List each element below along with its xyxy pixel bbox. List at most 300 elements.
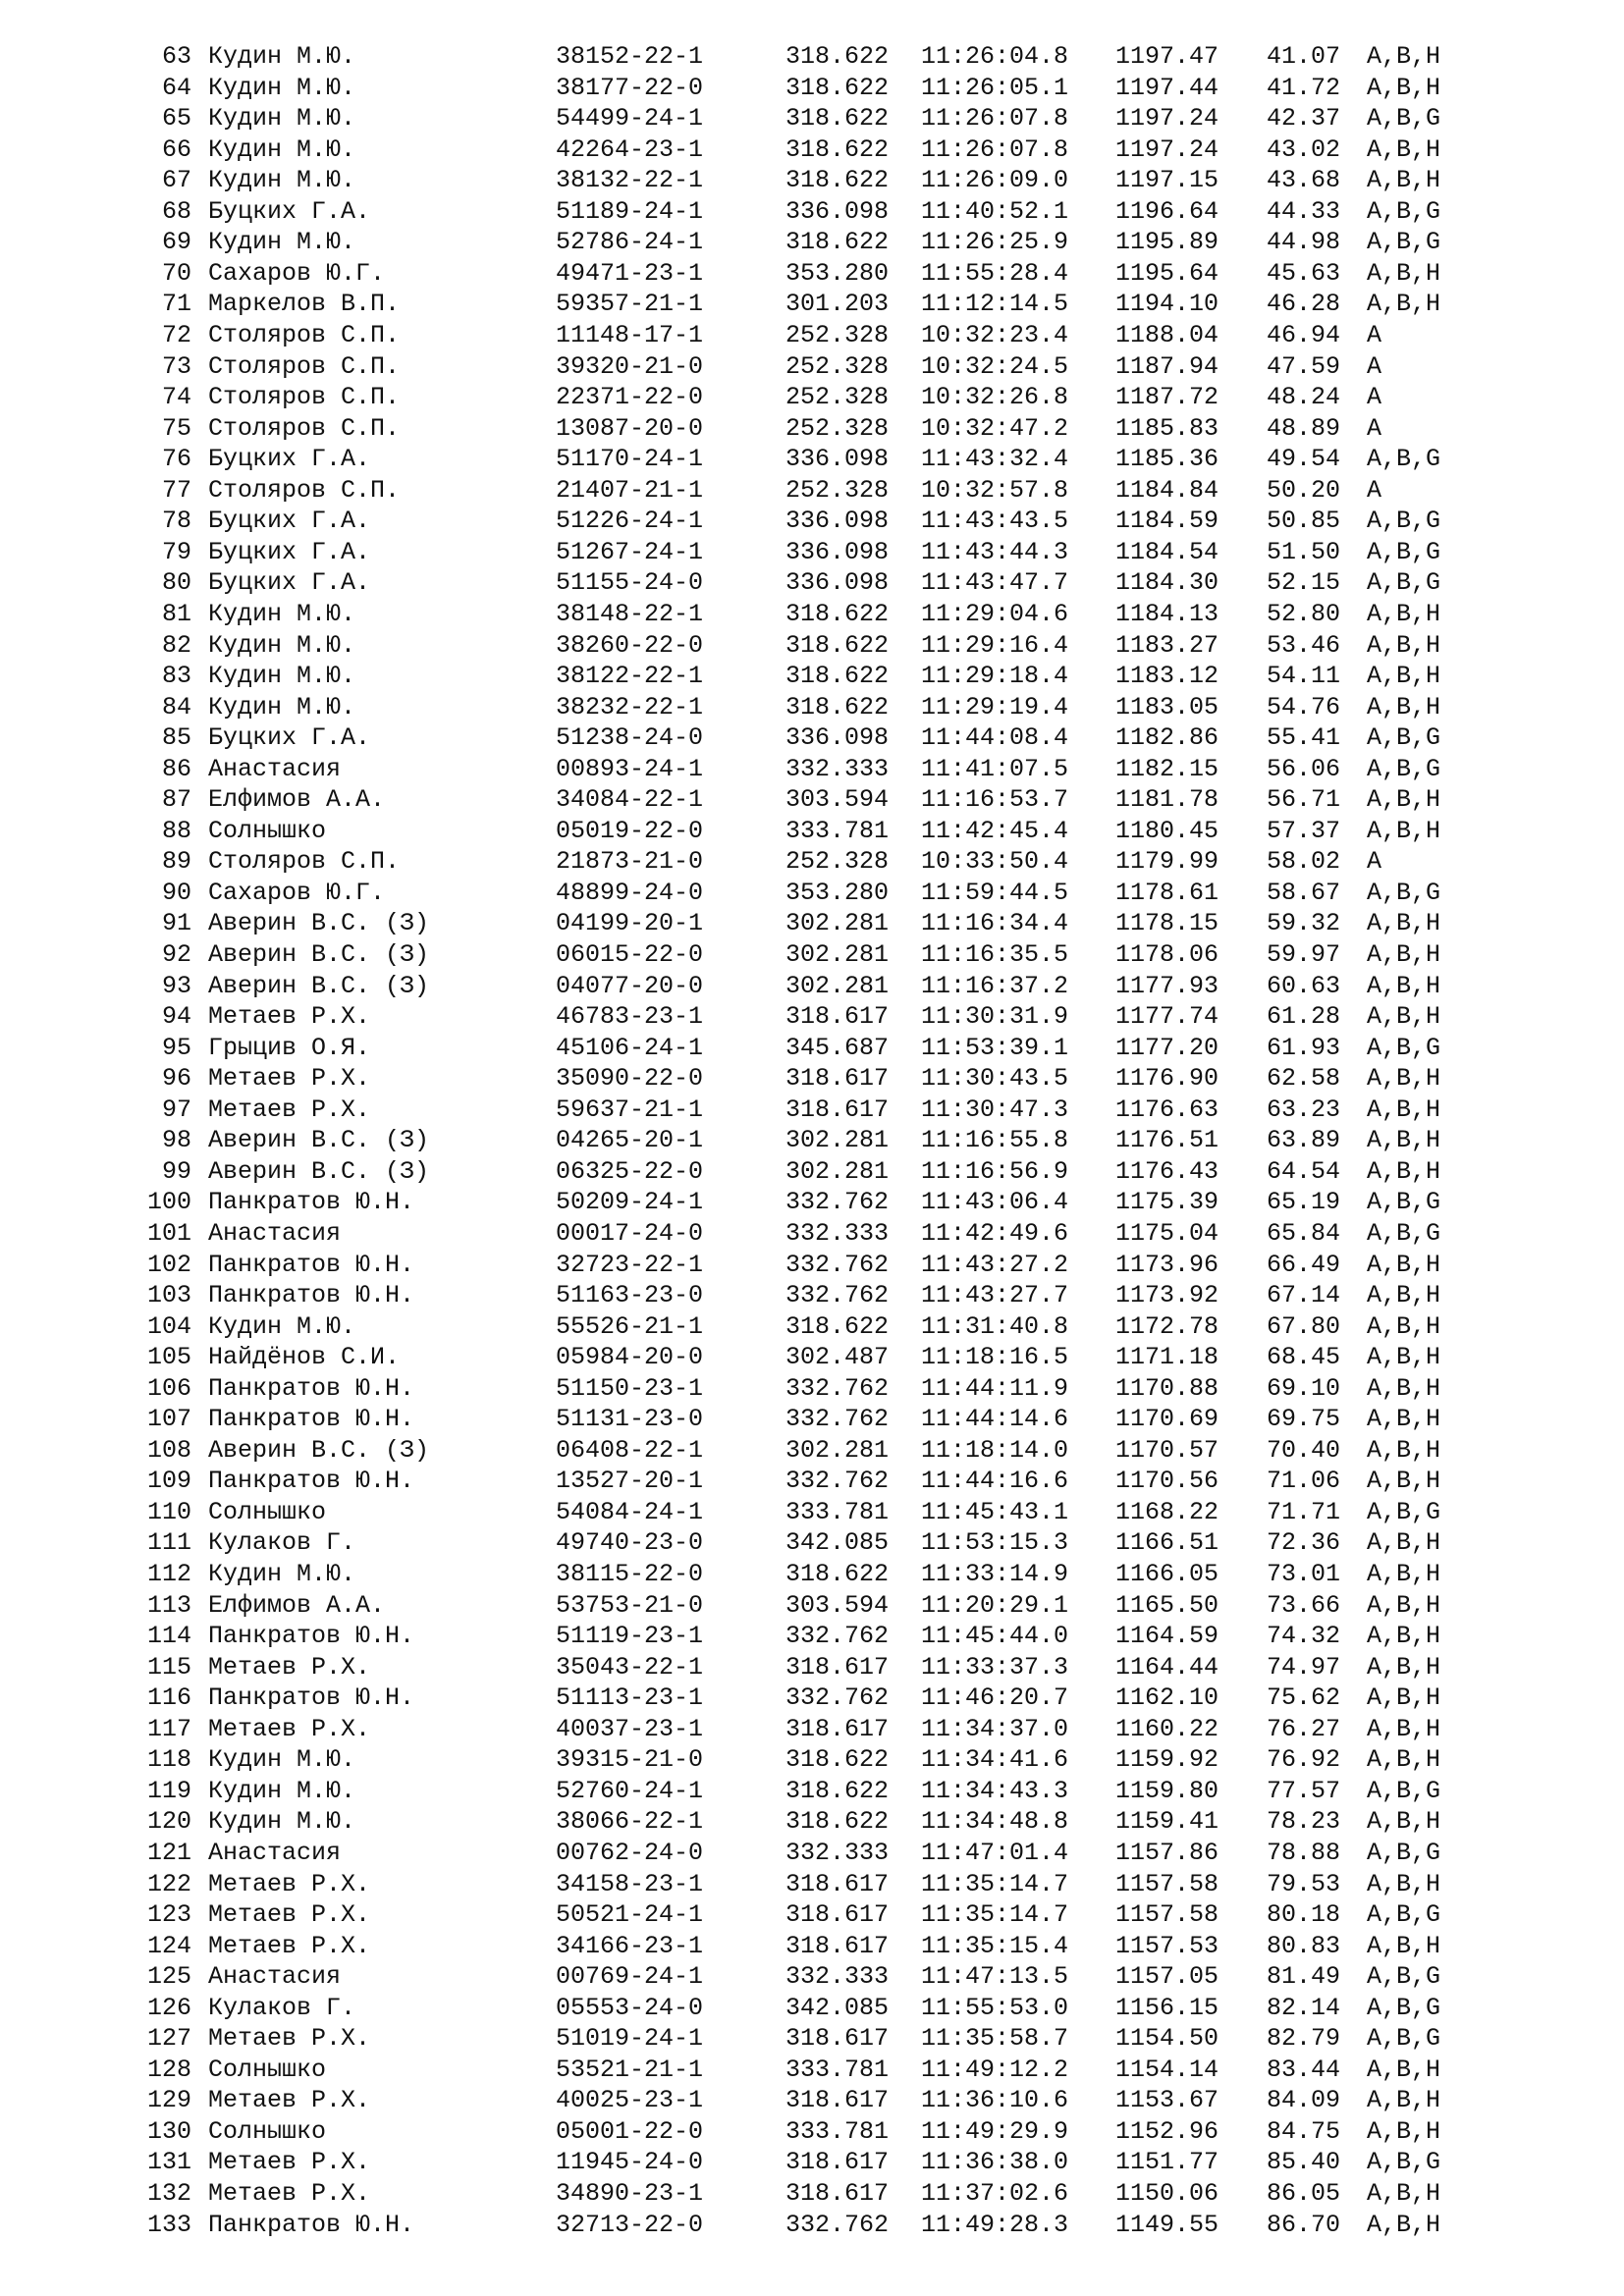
fancier-name: Метаев Р.Х. <box>208 1002 371 1032</box>
classes: A,B,G <box>1367 1188 1441 1217</box>
points: 58.67 <box>1267 878 1341 907</box>
speed: 1165.50 <box>1115 1590 1219 1620</box>
points: 76.92 <box>1267 1745 1341 1775</box>
speed: 1159.92 <box>1115 1745 1219 1775</box>
ring-number: 34890-23-1 <box>556 2179 704 2208</box>
classes: A,B,H <box>1367 290 1441 319</box>
ring-number: 38152-22-1 <box>556 42 704 71</box>
points: 64.54 <box>1267 1156 1341 1186</box>
ring-number: 34084-22-1 <box>556 785 704 815</box>
fancier-name: Метаев Р.Х. <box>208 1869 371 1898</box>
points: 84.75 <box>1267 2116 1341 2146</box>
points: 76.27 <box>1267 1714 1341 1743</box>
row-number: 98 <box>161 1126 191 1155</box>
speed: 1185.36 <box>1115 445 1219 474</box>
fancier-name: Панкратов Ю.Н. <box>208 1467 415 1496</box>
classes: A,B,H <box>1367 2116 1441 2146</box>
speed: 1176.43 <box>1115 1156 1219 1186</box>
ring-number: 38232-22-1 <box>556 692 704 721</box>
arrival-time: 11:30:31.9 <box>921 1002 1069 1032</box>
points: 65.19 <box>1267 1188 1341 1217</box>
points: 73.66 <box>1267 1590 1341 1620</box>
arrival-time: 11:59:44.5 <box>921 878 1069 907</box>
classes: A,B,H <box>1367 1281 1441 1309</box>
ring-number: 13087-20-0 <box>556 413 704 443</box>
arrival-time: 11:43:43.5 <box>921 507 1069 536</box>
speed: 1184.54 <box>1115 537 1219 566</box>
row-number: 133 <box>146 2210 191 2239</box>
points: 55.41 <box>1267 723 1341 753</box>
distance: 332.762 <box>785 1373 890 1403</box>
ring-number: 51155-24-0 <box>556 568 704 598</box>
points: 77.57 <box>1267 1776 1341 1805</box>
distance: 318.622 <box>785 166 890 195</box>
arrival-time: 11:35:14.7 <box>921 1869 1069 1898</box>
speed: 1195.64 <box>1115 258 1219 288</box>
ring-number: 04077-20-0 <box>556 971 704 1000</box>
ring-number: 38260-22-0 <box>556 630 704 660</box>
row-number: 89 <box>161 847 191 877</box>
fancier-name: Аверин В.С. (З) <box>208 1126 430 1155</box>
distance: 302.281 <box>785 1126 890 1155</box>
fancier-name: Кудин М.Ю. <box>208 1311 356 1341</box>
points: 63.89 <box>1267 1126 1341 1155</box>
ring-number: 50209-24-1 <box>556 1188 704 1217</box>
row-number: 93 <box>161 971 191 1000</box>
distance: 333.781 <box>785 816 890 845</box>
row-number: 79 <box>161 537 191 566</box>
distance: 342.085 <box>785 1528 890 1558</box>
arrival-time: 10:32:23.4 <box>921 320 1069 349</box>
distance: 252.328 <box>785 847 890 877</box>
ring-number: 51131-23-0 <box>556 1405 704 1434</box>
fancier-name: Аверин В.С. (З) <box>208 940 430 969</box>
row-number: 66 <box>161 134 191 164</box>
row-number: 95 <box>161 1033 191 1062</box>
ring-number: 11945-24-0 <box>556 2148 704 2177</box>
row-number: 91 <box>161 909 191 938</box>
distance: 318.617 <box>785 1002 890 1032</box>
distance: 332.762 <box>785 1467 890 1496</box>
points: 84.09 <box>1267 2086 1341 2115</box>
arrival-time: 11:16:56.9 <box>921 1156 1069 1186</box>
ring-number: 39320-21-0 <box>556 351 704 381</box>
fancier-name: Метаев Р.Х. <box>208 2024 371 2054</box>
speed: 1159.41 <box>1115 1807 1219 1837</box>
points: 42.37 <box>1267 104 1341 133</box>
speed: 1157.86 <box>1115 1838 1219 1867</box>
arrival-time: 11:45:43.1 <box>921 1497 1069 1526</box>
ring-number: 04265-20-1 <box>556 1126 704 1155</box>
speed: 1177.93 <box>1115 971 1219 1000</box>
fancier-name: Панкратов Ю.Н. <box>208 1683 415 1713</box>
speed: 1176.90 <box>1115 1064 1219 1094</box>
classes: A,B,H <box>1367 166 1441 195</box>
row-number: 120 <box>146 1807 191 1837</box>
fancier-name: Анастасия <box>208 1838 342 1867</box>
arrival-time: 11:29:19.4 <box>921 692 1069 721</box>
arrival-time: 11:43:47.7 <box>921 568 1069 598</box>
ring-number: 51170-24-1 <box>556 445 704 474</box>
speed: 1149.55 <box>1115 2210 1219 2239</box>
row-number: 77 <box>161 475 191 505</box>
row-number: 83 <box>161 662 191 690</box>
arrival-time: 11:33:14.9 <box>921 1560 1069 1588</box>
row-number: 94 <box>161 1002 191 1032</box>
classes: A <box>1367 383 1382 412</box>
arrival-time: 10:32:26.8 <box>921 383 1069 412</box>
speed: 1166.05 <box>1115 1560 1219 1588</box>
distance: 318.617 <box>785 1931 890 1960</box>
fancier-name: Столяров С.П. <box>208 320 401 349</box>
row-number: 80 <box>161 568 191 598</box>
ring-number: 46783-23-1 <box>556 1002 704 1032</box>
points: 70.40 <box>1267 1435 1341 1465</box>
row-number: 88 <box>161 816 191 845</box>
speed: 1183.05 <box>1115 692 1219 721</box>
points: 82.79 <box>1267 2024 1341 2054</box>
points: 44.98 <box>1267 228 1341 257</box>
arrival-time: 11:26:25.9 <box>921 228 1069 257</box>
arrival-time: 10:32:24.5 <box>921 351 1069 381</box>
distance: 318.622 <box>785 134 890 164</box>
ring-number: 00762-24-0 <box>556 1838 704 1867</box>
row-number: 70 <box>161 258 191 288</box>
classes: A,B,H <box>1367 909 1441 938</box>
speed: 1164.59 <box>1115 1622 1219 1650</box>
distance: 301.203 <box>785 290 890 319</box>
speed: 1170.56 <box>1115 1467 1219 1496</box>
classes: A,B,G <box>1367 1962 1441 1992</box>
ring-number: 38132-22-1 <box>556 166 704 195</box>
row-number: 103 <box>146 1281 191 1309</box>
points: 59.97 <box>1267 940 1341 969</box>
fancier-name: Найдёнов С.И. <box>208 1343 401 1372</box>
arrival-time: 11:18:16.5 <box>921 1343 1069 1372</box>
ring-number: 38066-22-1 <box>556 1807 704 1837</box>
arrival-time: 11:29:16.4 <box>921 630 1069 660</box>
classes: A,B,H <box>1367 1156 1441 1186</box>
distance: 302.281 <box>785 1156 890 1186</box>
speed: 1179.99 <box>1115 847 1219 877</box>
distance: 302.281 <box>785 1435 890 1465</box>
classes: A,B,G <box>1367 2024 1441 2054</box>
points: 50.85 <box>1267 507 1341 536</box>
arrival-time: 11:26:07.8 <box>921 104 1069 133</box>
fancier-name: Аверин В.С. (З) <box>208 1156 430 1186</box>
ring-number: 21407-21-1 <box>556 475 704 505</box>
classes: A,B,H <box>1367 1095 1441 1124</box>
fancier-name: Метаев Р.Х. <box>208 1064 371 1094</box>
distance: 332.762 <box>785 1683 890 1713</box>
arrival-time: 11:34:41.6 <box>921 1745 1069 1775</box>
speed: 1154.14 <box>1115 2055 1219 2084</box>
speed: 1160.22 <box>1115 1714 1219 1743</box>
classes: A,B,H <box>1367 2055 1441 2084</box>
distance: 302.281 <box>785 909 890 938</box>
row-number: 100 <box>146 1188 191 1217</box>
classes: A,B,H <box>1367 1064 1441 1094</box>
speed: 1173.92 <box>1115 1281 1219 1309</box>
fancier-name: Аверин В.С. (З) <box>208 1435 430 1465</box>
speed: 1157.53 <box>1115 1931 1219 1960</box>
speed: 1150.06 <box>1115 2179 1219 2208</box>
fancier-name: Кудин М.Ю. <box>208 1776 356 1805</box>
points: 47.59 <box>1267 351 1341 381</box>
classes: A,B,H <box>1367 1528 1441 1558</box>
distance: 333.781 <box>785 2116 890 2146</box>
arrival-time: 11:20:29.1 <box>921 1590 1069 1620</box>
row-number: 102 <box>146 1250 191 1279</box>
points: 43.02 <box>1267 134 1341 164</box>
fancier-name: Столяров С.П. <box>208 475 401 505</box>
points: 86.05 <box>1267 2179 1341 2208</box>
speed: 1156.15 <box>1115 1993 1219 2022</box>
row-number: 111 <box>146 1528 191 1558</box>
row-number: 117 <box>146 1714 191 1743</box>
distance: 302.281 <box>785 940 890 969</box>
ring-number: 22371-22-0 <box>556 383 704 412</box>
distance: 318.622 <box>785 692 890 721</box>
distance: 252.328 <box>785 351 890 381</box>
classes: A,B,H <box>1367 2086 1441 2115</box>
arrival-time: 11:46:20.7 <box>921 1683 1069 1713</box>
speed: 1178.61 <box>1115 878 1219 907</box>
ring-number: 48899-24-0 <box>556 878 704 907</box>
classes: A,B,H <box>1367 1590 1441 1620</box>
speed: 1184.13 <box>1115 599 1219 628</box>
fancier-name: Метаев Р.Х. <box>208 2179 371 2208</box>
classes: A,B,H <box>1367 2179 1441 2208</box>
row-number: 67 <box>161 166 191 195</box>
classes: A,B,G <box>1367 1218 1441 1248</box>
fancier-name: Столяров С.П. <box>208 383 401 412</box>
distance: 302.487 <box>785 1343 890 1372</box>
arrival-time: 11:55:53.0 <box>921 1993 1069 2022</box>
arrival-time: 11:34:37.0 <box>921 1714 1069 1743</box>
row-number: 107 <box>146 1405 191 1434</box>
row-number: 86 <box>161 754 191 783</box>
ring-number: 53521-21-1 <box>556 2055 704 2084</box>
classes: A <box>1367 847 1382 877</box>
distance: 318.622 <box>785 73 890 102</box>
distance: 318.622 <box>785 1745 890 1775</box>
arrival-time: 11:40:52.1 <box>921 196 1069 226</box>
speed: 1154.50 <box>1115 2024 1219 2054</box>
speed: 1184.59 <box>1115 507 1219 536</box>
ring-number: 40037-23-1 <box>556 1714 704 1743</box>
distance: 332.333 <box>785 1962 890 1992</box>
row-number: 125 <box>146 1962 191 1992</box>
distance: 332.762 <box>785 2210 890 2239</box>
ring-number: 42264-23-1 <box>556 134 704 164</box>
points: 41.07 <box>1267 42 1341 71</box>
arrival-time: 10:33:50.4 <box>921 847 1069 877</box>
speed: 1197.15 <box>1115 166 1219 195</box>
fancier-name: Кудин М.Ю. <box>208 104 356 133</box>
speed: 1183.12 <box>1115 662 1219 690</box>
speed: 1172.78 <box>1115 1311 1219 1341</box>
points: 85.40 <box>1267 2148 1341 2177</box>
classes: A,B,H <box>1367 816 1441 845</box>
distance: 318.622 <box>785 104 890 133</box>
points: 71.71 <box>1267 1497 1341 1526</box>
points: 56.71 <box>1267 785 1341 815</box>
row-number: 115 <box>146 1652 191 1682</box>
arrival-time: 11:30:47.3 <box>921 1095 1069 1124</box>
fancier-name: Метаев Р.Х. <box>208 1652 371 1682</box>
ring-number: 34158-23-1 <box>556 1869 704 1898</box>
speed: 1175.04 <box>1115 1218 1219 1248</box>
ring-number: 06408-22-1 <box>556 1435 704 1465</box>
ring-number: 50521-24-1 <box>556 1900 704 1929</box>
arrival-time: 11:43:27.2 <box>921 1250 1069 1279</box>
row-number: 108 <box>146 1435 191 1465</box>
points: 48.24 <box>1267 383 1341 412</box>
row-number: 96 <box>161 1064 191 1094</box>
classes: A,B,H <box>1367 1560 1441 1588</box>
ring-number: 54084-24-1 <box>556 1497 704 1526</box>
classes: A,B,H <box>1367 42 1441 71</box>
points: 49.54 <box>1267 445 1341 474</box>
fancier-name: Буцких Г.А. <box>208 537 371 566</box>
arrival-time: 11:18:14.0 <box>921 1435 1069 1465</box>
ring-number: 45106-24-1 <box>556 1033 704 1062</box>
arrival-time: 11:26:09.0 <box>921 166 1069 195</box>
fancier-name: Анастасия <box>208 754 342 783</box>
arrival-time: 11:16:37.2 <box>921 971 1069 1000</box>
classes: A,B,G <box>1367 2148 1441 2177</box>
arrival-time: 11:34:48.8 <box>921 1807 1069 1837</box>
speed: 1170.69 <box>1115 1405 1219 1434</box>
speed: 1162.10 <box>1115 1683 1219 1713</box>
distance: 303.594 <box>785 785 890 815</box>
ring-number: 06325-22-0 <box>556 1156 704 1186</box>
arrival-time: 11:49:29.9 <box>921 2116 1069 2146</box>
speed: 1187.94 <box>1115 351 1219 381</box>
points: 52.15 <box>1267 568 1341 598</box>
points: 44.33 <box>1267 196 1341 226</box>
row-number: 82 <box>161 630 191 660</box>
row-number: 105 <box>146 1343 191 1372</box>
classes: A,B,H <box>1367 2210 1441 2239</box>
ring-number: 51189-24-1 <box>556 196 704 226</box>
fancier-name: Кудин М.Ю. <box>208 1560 356 1588</box>
row-number: 104 <box>146 1311 191 1341</box>
arrival-time: 11:36:38.0 <box>921 2148 1069 2177</box>
fancier-name: Буцких Г.А. <box>208 507 371 536</box>
speed: 1195.89 <box>1115 228 1219 257</box>
row-number: 63 <box>161 42 191 71</box>
fancier-name: Солнышко <box>208 2116 327 2146</box>
distance: 342.085 <box>785 1993 890 2022</box>
speed: 1168.22 <box>1115 1497 1219 1526</box>
distance: 336.098 <box>785 445 890 474</box>
classes: A,B,H <box>1367 134 1441 164</box>
row-number: 73 <box>161 351 191 381</box>
ring-number: 52760-24-1 <box>556 1776 704 1805</box>
distance: 318.617 <box>785 2148 890 2177</box>
row-number: 69 <box>161 228 191 257</box>
row-number: 65 <box>161 104 191 133</box>
classes: A,B,G <box>1367 445 1441 474</box>
fancier-name: Кудин М.Ю. <box>208 1807 356 1837</box>
classes: A,B,G <box>1367 1993 1441 2022</box>
classes: A,B,G <box>1367 228 1441 257</box>
speed: 1170.88 <box>1115 1373 1219 1403</box>
speed: 1185.83 <box>1115 413 1219 443</box>
classes: A,B,H <box>1367 1343 1441 1372</box>
row-number: 76 <box>161 445 191 474</box>
row-number: 109 <box>146 1467 191 1496</box>
row-number: 84 <box>161 692 191 721</box>
distance: 318.622 <box>785 1807 890 1837</box>
arrival-time: 11:16:34.4 <box>921 909 1069 938</box>
points: 41.72 <box>1267 73 1341 102</box>
speed: 1178.06 <box>1115 940 1219 969</box>
arrival-time: 11:49:12.2 <box>921 2055 1069 2084</box>
points: 54.11 <box>1267 662 1341 690</box>
classes: A <box>1367 475 1382 505</box>
speed: 1170.57 <box>1115 1435 1219 1465</box>
speed: 1173.96 <box>1115 1250 1219 1279</box>
fancier-name: Панкратов Ю.Н. <box>208 1373 415 1403</box>
points: 71.06 <box>1267 1467 1341 1496</box>
ring-number: 49740-23-0 <box>556 1528 704 1558</box>
row-number: 90 <box>161 878 191 907</box>
classes: A,B,H <box>1367 1683 1441 1713</box>
points: 61.93 <box>1267 1033 1341 1062</box>
speed: 1177.74 <box>1115 1002 1219 1032</box>
distance: 318.617 <box>785 1652 890 1682</box>
points: 66.49 <box>1267 1250 1341 1279</box>
points: 79.53 <box>1267 1869 1341 1898</box>
row-number: 130 <box>146 2116 191 2146</box>
fancier-name: Кудин М.Ю. <box>208 228 356 257</box>
arrival-time: 11:26:04.8 <box>921 42 1069 71</box>
points: 86.70 <box>1267 2210 1341 2239</box>
classes: A,B,G <box>1367 104 1441 133</box>
fancier-name: Грыцив О.Я. <box>208 1033 371 1062</box>
distance: 318.622 <box>785 630 890 660</box>
distance: 336.098 <box>785 537 890 566</box>
arrival-time: 11:47:13.5 <box>921 1962 1069 1992</box>
distance: 318.617 <box>785 1714 890 1743</box>
fancier-name: Кудин М.Ю. <box>208 692 356 721</box>
arrival-time: 11:41:07.5 <box>921 754 1069 783</box>
distance: 336.098 <box>785 723 890 753</box>
ring-number: 00769-24-1 <box>556 1962 704 1992</box>
distance: 332.762 <box>785 1281 890 1309</box>
speed: 1197.24 <box>1115 104 1219 133</box>
points: 75.62 <box>1267 1683 1341 1713</box>
classes: A,B,G <box>1367 1838 1441 1867</box>
arrival-time: 11:36:10.6 <box>921 2086 1069 2115</box>
speed: 1182.15 <box>1115 754 1219 783</box>
row-number: 124 <box>146 1931 191 1960</box>
fancier-name: Панкратов Ю.Н. <box>208 1281 415 1309</box>
row-number: 132 <box>146 2179 191 2208</box>
arrival-time: 11:43:06.4 <box>921 1188 1069 1217</box>
distance: 318.622 <box>785 599 890 628</box>
distance: 318.622 <box>785 42 890 71</box>
fancier-name: Маркелов В.П. <box>208 290 401 319</box>
ring-number: 34166-23-1 <box>556 1931 704 1960</box>
fancier-name: Панкратов Ю.Н. <box>208 1250 415 1279</box>
distance: 318.617 <box>785 2086 890 2115</box>
distance: 332.333 <box>785 754 890 783</box>
ring-number: 39315-21-0 <box>556 1745 704 1775</box>
